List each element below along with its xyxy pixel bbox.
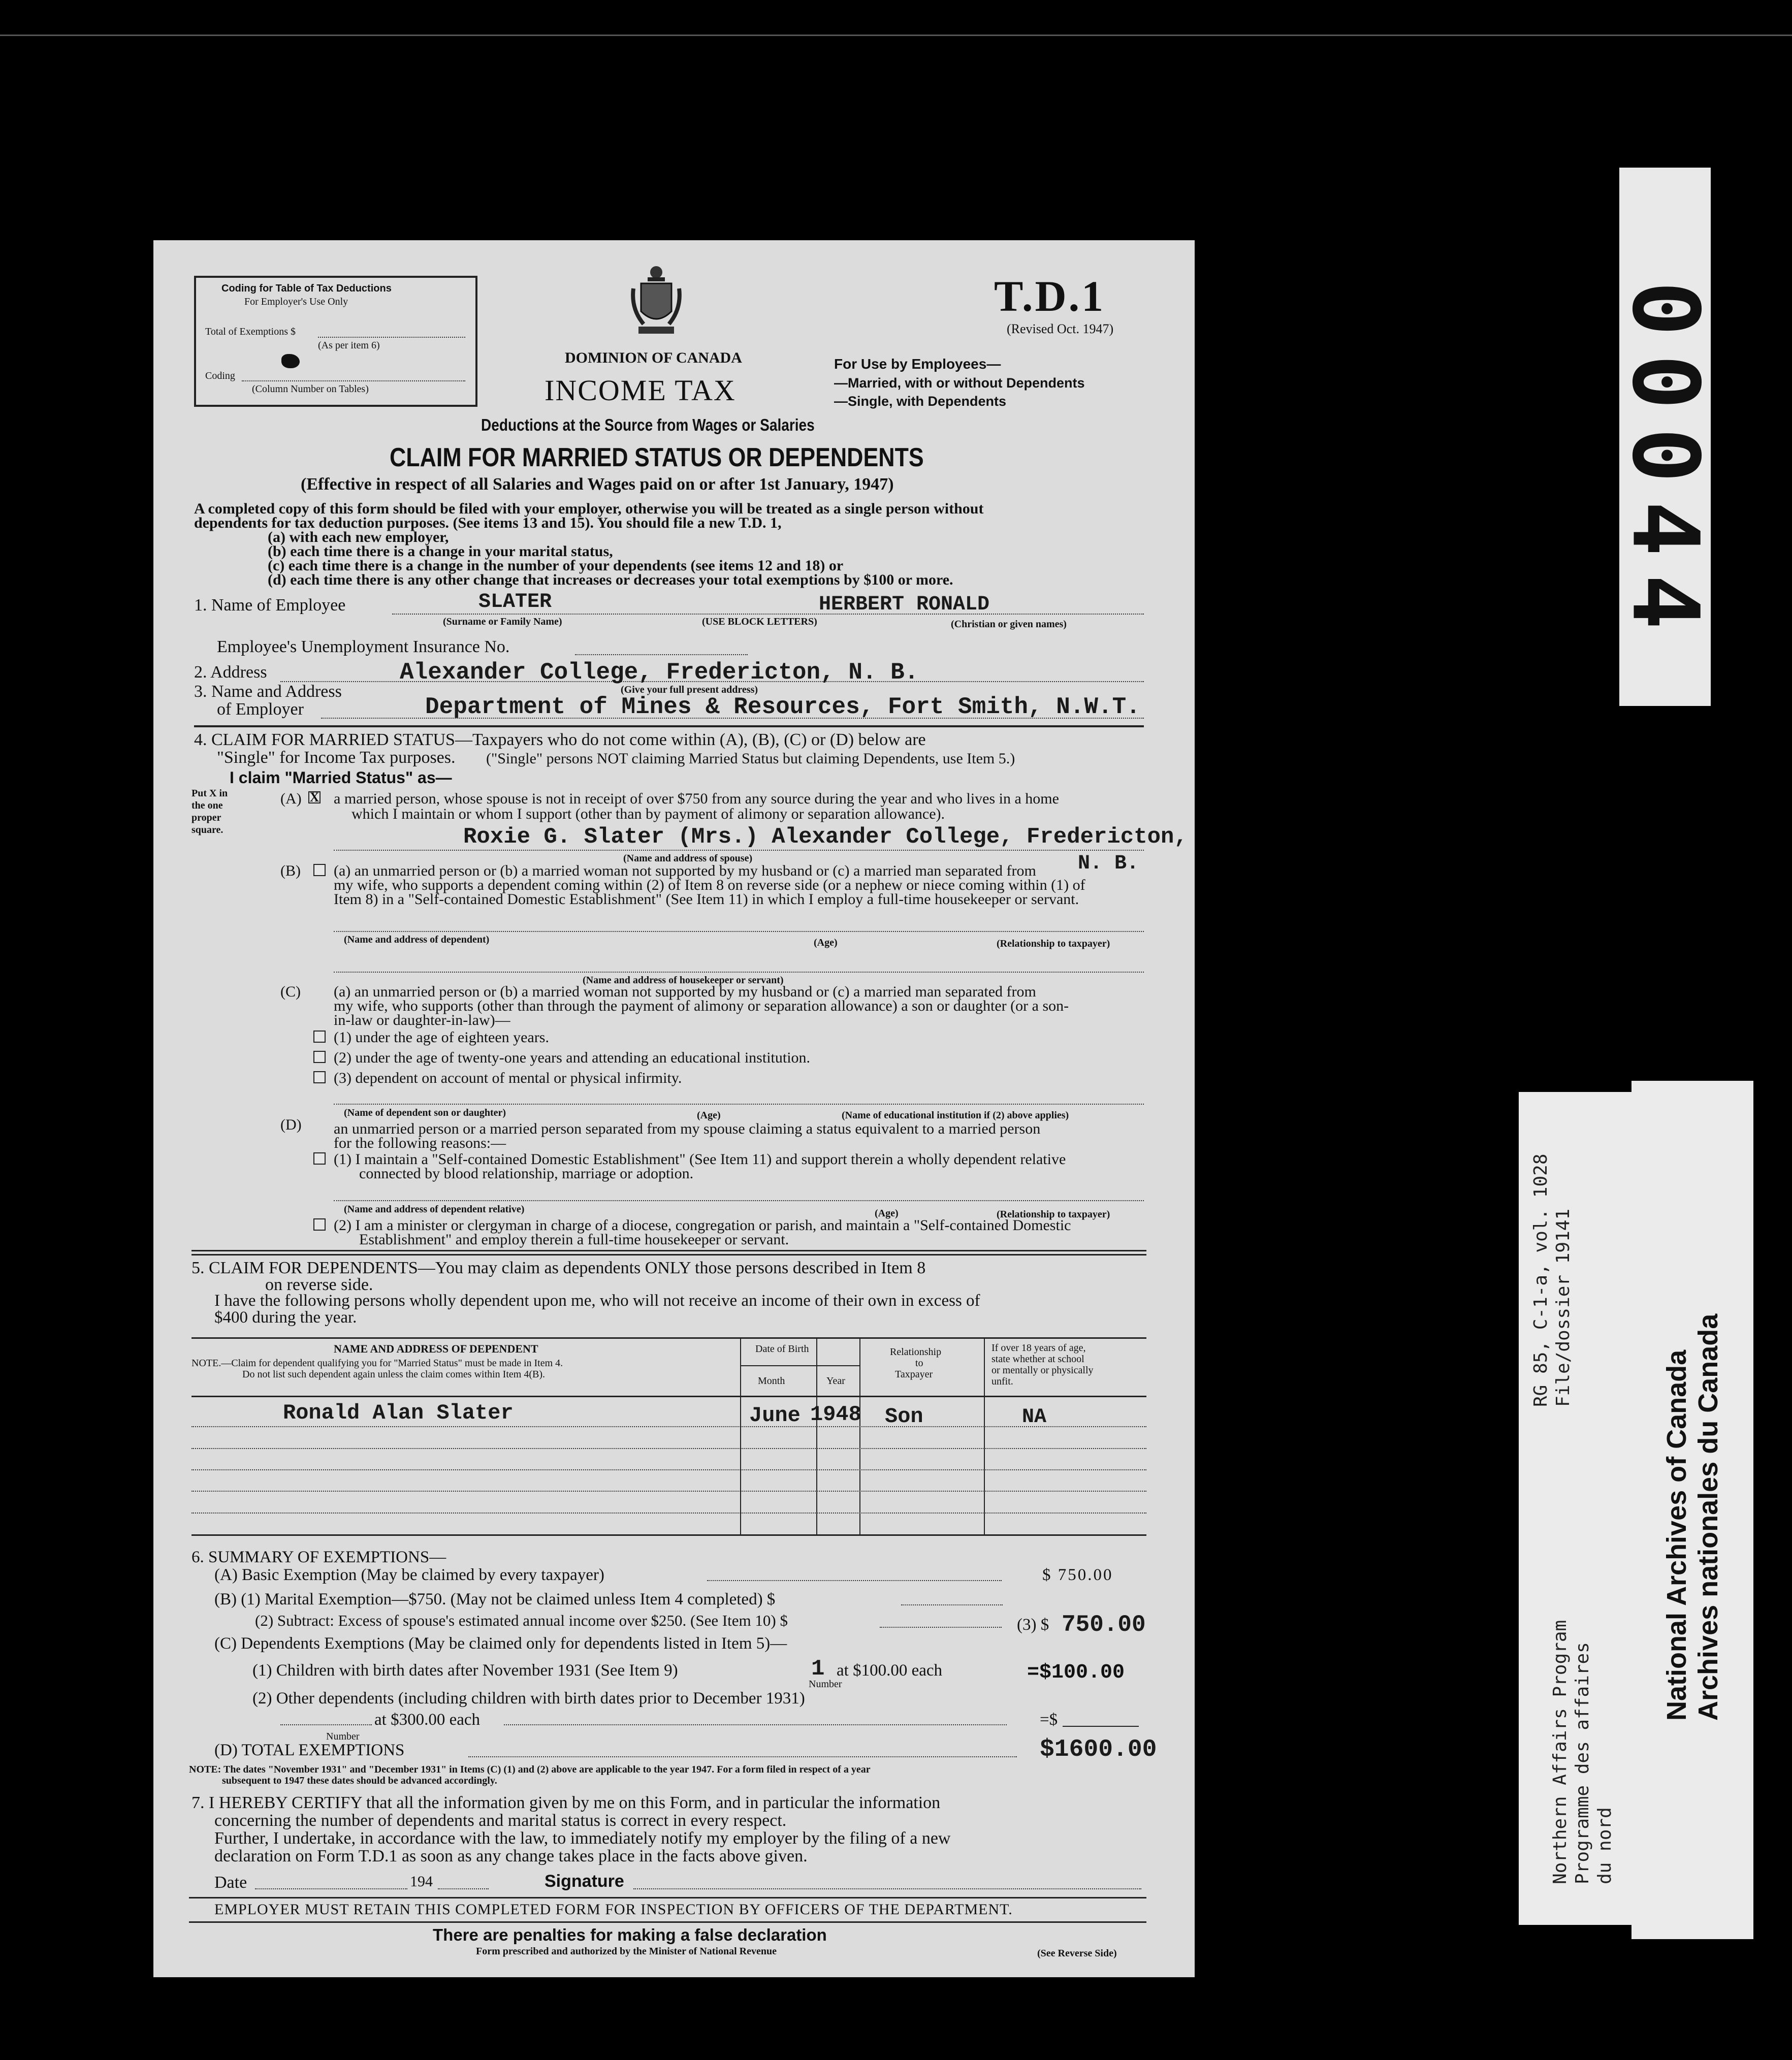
intro-a: (a) with each new employer,	[268, 529, 449, 545]
dependents-exemptions: (C) Dependents Exemptions (May be claimed only for dependents listed in Item 5)—	[214, 1634, 787, 1653]
item5-heading: 5. CLAIM FOR DEPENDENTS—You may claim as dependents ONLY those persons described in Item 8	[191, 1259, 926, 1277]
dependent-name: Ronald Alan Slater	[283, 1401, 514, 1425]
put-x-line: square.	[191, 824, 223, 835]
institution-caption: (Name of educational institution if (2) above applies)	[842, 1110, 1069, 1121]
archives-card	[1631, 1081, 1753, 1939]
given-names-caption: (Christian or given names)	[951, 619, 1067, 630]
item3-label2: of Employer	[217, 700, 304, 719]
item3-label: 3. Name and Address	[194, 682, 342, 701]
intro-line1: A completed copy of this form should be filed with your employer, otherwise you will be treated as a single person without	[194, 500, 984, 517]
option-b-checkbox[interactable]	[313, 864, 326, 876]
year-label: 194	[410, 1873, 433, 1890]
table-note2: Do not list such dependent again unless the claim comes within Item 4(B).	[242, 1369, 545, 1380]
option-c1-checkbox[interactable]	[313, 1031, 326, 1043]
top-divider	[0, 35, 1792, 36]
archives-line-fr: Archives nationales du Canada	[1693, 1313, 1723, 1721]
employee-given-names: HERBERT RONALD	[819, 593, 990, 616]
intro-line2: dependents for tax deduction purposes. (See items 13 and 15). You should file a new T.D. 1,	[194, 514, 782, 531]
option-c3-checkbox[interactable]	[313, 1071, 326, 1083]
option-d1-checkbox[interactable]	[313, 1152, 326, 1165]
other-dependents-eq: =$	[1040, 1711, 1058, 1729]
block-letters-caption: (USE BLOCK LETTERS)	[702, 616, 817, 627]
option-b-line1: (a) an unmarried person or (b) a married woman not supported by my husband or (c) a married man separated from	[334, 862, 1036, 879]
option-d1-line2: connected by blood relationship, marriage or adoption.	[359, 1165, 694, 1182]
ref-line: File/dossier 19141	[1553, 1208, 1574, 1407]
age-caption: (Age)	[875, 1208, 899, 1219]
see-reverse: (See Reverse Side)	[1037, 1948, 1117, 1959]
employee-surname: SLATER	[478, 591, 552, 614]
total-exemptions-note: (As per item 6)	[318, 340, 380, 351]
option-c-line3: in-law or daughter-in-law)—	[334, 1012, 510, 1028]
program-line: Northern Affairs Program	[1550, 1620, 1571, 1884]
item6-heading: 6. SUMMARY OF EXEMPTIONS—	[191, 1548, 446, 1566]
option-c-label: (C)	[280, 983, 301, 1000]
spouse-address-cont: N. B.	[1078, 852, 1139, 875]
relative-caption: (Name and address of dependent relative)	[344, 1204, 525, 1215]
item2-label: 2. Address	[194, 663, 267, 682]
intro-c: (c) each time there is a change in the number of your dependents (see items 12 and 18) or	[268, 557, 844, 574]
option-b-line3: Item 8) in a "Self-contained Domestic Establishment" (See Item 11) in which I employ a full-time housekeeper or servant.	[334, 891, 1079, 908]
td1-form	[153, 240, 1195, 1977]
intro-b: (b) each time there is a change in your marital status,	[268, 543, 613, 560]
children-rate: at $100.00 each	[837, 1661, 943, 1680]
item4-heading-b: "Single" for Income Tax purposes.	[217, 748, 456, 767]
put-x-line: Put X in	[191, 788, 228, 799]
col-dob-header: Date of Birth	[755, 1343, 809, 1355]
address-caption: (Give your full present address)	[621, 684, 758, 695]
use-by-married: —Married, with or without Dependents	[834, 375, 1085, 391]
frame-number-strip	[1612, 168, 1718, 706]
coding-box	[194, 276, 477, 407]
form-id: T.D.1	[994, 272, 1106, 320]
income-tax-title: INCOME TAX	[545, 374, 736, 407]
spouse-income-subtract: (2) Subtract: Excess of spouse's estimated annual income over $250. (See Item 10) $	[255, 1612, 788, 1629]
option-c2-checkbox[interactable]	[313, 1051, 326, 1063]
program-line: Programme des affaires	[1572, 1642, 1593, 1884]
ref-line: RG 85, C-1-a, vol. 1028	[1530, 1153, 1551, 1407]
option-c-line1: (a) an unmarried person or (b) a married woman not supported by my husband or (c) a married man separated from	[334, 983, 1036, 1000]
son-daughter-caption: (Name of dependent son or daughter)	[344, 1107, 506, 1118]
option-d-label: (D)	[280, 1116, 302, 1133]
revised-date: (Revised Oct. 1947)	[1007, 321, 1114, 336]
dominion-label: DOMINION OF CANADA	[565, 349, 742, 366]
relationship-caption: (Relationship to taxpayer)	[997, 1209, 1110, 1220]
effective-date: (Effective in respect of all Salaries and Wages paid on or after 1st January, 1947)	[301, 475, 894, 494]
relationship-caption: (Relationship to taxpayer)	[997, 938, 1110, 949]
option-a-line1: a married person, whose spouse is not in receipt of over $750 from any source during the year and who lives in a home	[334, 790, 1059, 807]
program-line: du nord	[1594, 1807, 1615, 1884]
children-count: 1	[811, 1656, 825, 1682]
employee-address: Alexander College, Fredericton, N. B.	[400, 659, 919, 686]
number-caption: Number	[809, 1679, 842, 1690]
basic-exemption: (A) Basic Exemption (May be claimed by every taxpayer)	[214, 1566, 604, 1584]
marital-exemption: (B) (1) Marital Exemption—$750. (May not be claimed unless Item 4 completed) $	[214, 1590, 776, 1608]
option-a-checkbox[interactable]: X	[308, 791, 321, 803]
spouse-name-address: Roxie G. Slater (Mrs.) Alexander College, Fredericton,	[463, 824, 1188, 850]
col-rel-header: Taxpayer	[895, 1369, 933, 1380]
col-over-header: If over 18 years of age,	[991, 1342, 1086, 1354]
penalty-notice: There are penalties for making a false declaration	[433, 1925, 827, 1944]
children-exemption: (1) Children with birth dates after November 1931 (See Item 9)	[252, 1661, 678, 1680]
item1-label: 1. Name of Employee	[194, 596, 346, 615]
option-c1: (1) under the age of eighteen years.	[334, 1029, 549, 1046]
certify-line4: declaration on Form T.D.1 as soon as any change takes place in the facts above given.	[214, 1847, 808, 1865]
put-x-line: proper	[191, 812, 221, 823]
coding-title: Coding for Table of Tax Deductions	[221, 283, 392, 294]
children-amount: =$100.00	[1027, 1661, 1125, 1684]
table-note1: NOTE.—Claim for dependent qualifying you for "Married Status" must be made in Item 4.	[191, 1358, 563, 1369]
children-amount-eq	[1027, 1661, 1125, 1684]
employer-name-address: Department of Mines & Resources, Fort Smith, N.W.T.	[425, 694, 1140, 720]
certify-line3: Further, I undertake, in accordance with the law, to immediately notify my employer by the filing of a new	[214, 1829, 951, 1848]
option-b-label: (B)	[280, 862, 301, 879]
option-d-line1: an unmarried person or a married person separated from my spouse claiming a status equivalent to a married person	[334, 1120, 1041, 1137]
surname-caption: (Surname or Family Name)	[443, 616, 562, 627]
total-exemptions-amount: $1600.00	[1040, 1736, 1157, 1763]
summary-note1: NOTE: The dates "November 1931" and "December 1931" in Items (C) (1) and (2) above are applicable to the year 1947. For a form filed in respect of a year	[189, 1764, 871, 1775]
claim-married-status: I claim "Married Status" as—	[230, 768, 452, 787]
net-marital-label: (3) $	[1017, 1616, 1049, 1634]
option-d2-checkbox[interactable]	[313, 1218, 326, 1231]
age-caption: (Age)	[814, 937, 838, 948]
option-c-line2: my wife, who supports (other than through the payment of alimony or separation allowance) a son or daughter (or a son-	[334, 997, 1069, 1014]
dependent-birth-month: June	[749, 1403, 801, 1428]
option-d1-line1: (1) I maintain a "Self-contained Domestic Establishment" (See Item 11) and support therein a wholly dependent relative	[334, 1151, 1066, 1168]
item5-text2: $400 during the year.	[214, 1308, 357, 1327]
option-c3: (3) dependent on account of mental or physical infirmity.	[334, 1070, 682, 1086]
reference-card	[1519, 1092, 1641, 1925]
certify-line1: 7. I HEREBY CERTIFY that all the information given by me on this Form, and in particular the information	[191, 1793, 941, 1812]
col-over-header: unfit.	[991, 1376, 1013, 1387]
ink-blot	[281, 354, 300, 368]
archives-line-en: National Archives of Canada	[1661, 1349, 1692, 1721]
use-by-label: For Use by Employees—	[834, 356, 1001, 372]
use-by-single: —Single, with Dependents	[834, 394, 1007, 409]
col-name-header: NAME AND ADDRESS OF DEPENDENT	[334, 1342, 538, 1355]
put-x-line: the one	[191, 800, 223, 811]
option-b-line2: my wife, who supports a dependent coming within (2) of Item 8 on reverse side (or a nephew or niece coming within (1) of	[334, 877, 1085, 893]
certify-line2: concerning the number of dependents and marital status is correct in every respect.	[214, 1811, 787, 1830]
claim-title: CLAIM FOR MARRIED STATUS OR DEPENDENTS	[390, 443, 924, 472]
retain-notice: EMPLOYER MUST RETAIN THIS COMPLETED FORM FOR INSPECTION BY OFFICERS OF THE DEPARTMENT.	[214, 1901, 1013, 1918]
item4-heading-note: ("Single" persons NOT claiming Married Status but claiming Dependents, use Item 5.)	[486, 750, 1015, 767]
option-d2-line2: Establishment" and employ therein a full-time housekeeper or servant.	[359, 1231, 789, 1248]
total-exemptions-label: Total of Exemptions $	[205, 326, 296, 337]
summary-note2: subsequent to 1947 these dates should be advanced accordingly.	[222, 1775, 497, 1786]
col-rel-header: Relationship	[890, 1346, 942, 1358]
signature-label: Signature	[545, 1872, 624, 1891]
uic-label: Employee's Unemployment Insurance No.	[217, 637, 510, 656]
option-a-label: (A)	[280, 790, 302, 807]
spouse-caption: (Name and address of spouse)	[623, 853, 753, 864]
frame-number: 00044	[1612, 281, 1718, 648]
basic-exemption-amount: $ 750.00	[1042, 1566, 1113, 1584]
intro-d: (d) each time there is any other change that increases or decreases your total exemptions by $100 or more.	[268, 571, 953, 588]
dependent-caption: (Name and address of dependent)	[344, 934, 490, 945]
col-rel-header: to	[915, 1358, 923, 1369]
col-month-header: Month	[758, 1375, 785, 1387]
option-a-line2: which I maintain or whom I support (other than by payment of alimony or separation allowance).	[351, 806, 945, 822]
date-label: Date	[214, 1873, 247, 1892]
total-exemptions-label: (D) TOTAL EXEMPTIONS	[214, 1741, 405, 1759]
col-over-header: or mentally or physically	[991, 1365, 1094, 1376]
prescribed-notice: Form prescribed and authorized by the Minister of National Revenue	[476, 1946, 777, 1957]
other-dependents: (2) Other dependents (including children with birth dates prior to December 1931)	[252, 1689, 805, 1708]
coding-subtitle: For Employer's Use Only	[244, 296, 348, 307]
housekeeper-caption: (Name and address of housekeeper or servant)	[583, 975, 784, 986]
option-d2-line1: (2) I am a minister or clergyman in charge of a diocese, congregation or parish, and maintain a "Self-contained Domestic	[334, 1217, 1071, 1234]
col-year-header: Year	[826, 1375, 845, 1387]
col-over-header: state whether at school	[991, 1354, 1084, 1365]
option-d-line2: for the following reasons:—	[334, 1135, 506, 1151]
item5-heading-b: on reverse side.	[265, 1275, 373, 1294]
option-c2: (2) under the age of twenty-one years and attending an educational institution.	[334, 1049, 811, 1066]
item5-text1: I have the following persons wholly dependent upon me, who will not receive an income of their own in excess of	[214, 1292, 980, 1310]
age-caption: (Age)	[697, 1110, 721, 1121]
coat-of-arms-icon	[628, 263, 684, 339]
net-marital-amount: 750.00	[1062, 1612, 1146, 1638]
dependent-relationship: Son	[885, 1404, 923, 1429]
number-caption: Number	[326, 1731, 360, 1742]
deductions-subtitle: Deductions at the Source from Wages or Salaries	[481, 415, 815, 434]
other-dependents-rate: at $300.00 each	[374, 1711, 481, 1729]
dependent-status: NA	[1022, 1406, 1047, 1429]
dependent-birth-year: 1948	[810, 1402, 861, 1427]
dependents-table	[191, 1337, 1146, 1535]
coding-note: (Column Number on Tables)	[252, 383, 369, 395]
coding-label: Coding	[205, 370, 235, 381]
item4-heading: 4. CLAIM FOR MARRIED STATUS—Taxpayers who do not come within (A), (B), (C) or (D) below are	[194, 730, 926, 749]
